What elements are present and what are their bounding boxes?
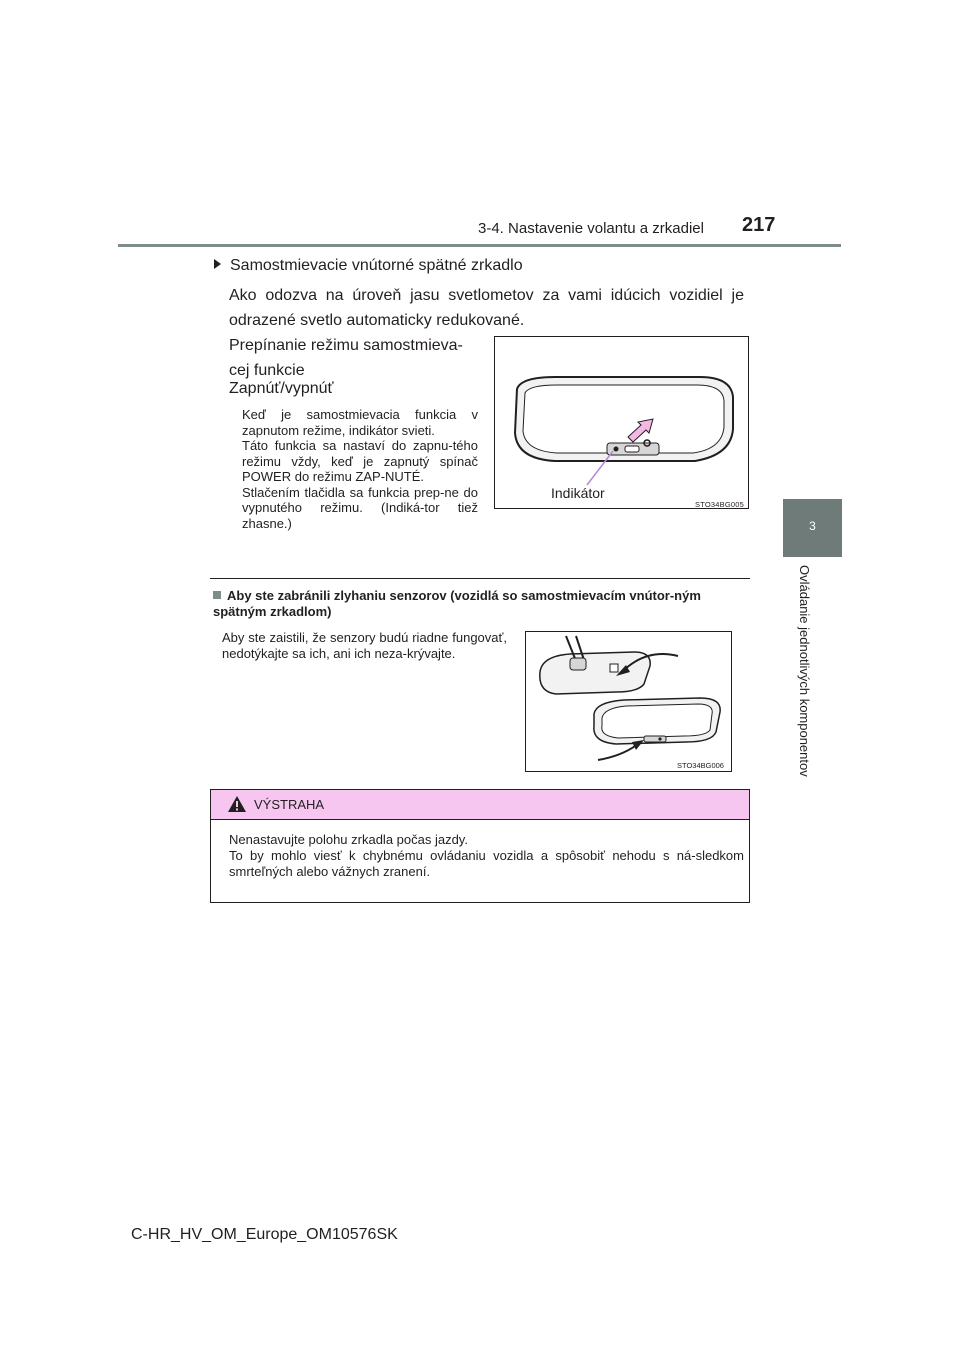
mirror-figure xyxy=(494,336,749,509)
indicator-label: Indikátor xyxy=(551,485,605,501)
rearview-mirror-illustration xyxy=(495,337,748,508)
chapter-tab-number: 3 xyxy=(809,519,816,533)
toggle-description xyxy=(242,407,478,531)
toggle-desc-line: Stlačením tlačidla sa funkcia prep-ne do vypnutého režimu. (Indiká-tor tiež zhasne.) xyxy=(242,484,478,531)
warning-triangle-icon xyxy=(227,795,247,813)
mirror-sensors-illustration xyxy=(526,632,731,771)
toggle-action: Zapnúť/vypnúť xyxy=(229,380,334,397)
sub-heading xyxy=(213,588,751,619)
sub-paragraph: Aby ste zaistili, že senzory budú riadne fungovať, nedotýkajte sa ich, ani ich neza-krývajte. xyxy=(222,630,507,661)
toggle-label: Prepínanie režimu samostmieva-cej funkcie xyxy=(229,337,463,379)
warning-header xyxy=(211,790,749,820)
bullet-heading xyxy=(214,257,523,275)
figure1-code: STO34BG005 xyxy=(695,500,744,509)
bullet-heading-text: Samostmievacie vnútorné spätné zrkadlo xyxy=(230,257,523,274)
sensor-figure xyxy=(525,631,732,772)
header-section-title: 3-4. Nastavenie volantu a zrkadiel xyxy=(478,220,704,237)
toggle-desc-line: Táto funkcia sa nastaví do zapnu-tého režimu vždy, keď je zapnutý spínač POWER do režimu ZAP-NUTÉ. xyxy=(242,438,478,484)
sub-heading-text: Aby ste zabránili zlyhaniu senzorov (vozidlá so samostmievacím vnútor-ným spätným zrkadlom) xyxy=(213,588,701,619)
page-number: 217 xyxy=(742,214,776,236)
chapter-side-title: Ovládanie jednotlivých komponentov xyxy=(797,565,812,777)
header-divider xyxy=(118,244,841,247)
triangle-bullet-icon xyxy=(214,259,221,269)
warning-box xyxy=(210,789,750,903)
toggle-desc-line: Keď je samostmievacia funkcia v zapnutom režime, indikátor svieti. xyxy=(242,407,478,438)
footer-code: C-HR_HV_OM_Europe_OM10576SK xyxy=(131,1226,398,1243)
warning-line: To by mohlo viesť k chybnému ovládaniu vozidla a spôsobiť nehodu s ná-sledkom smrteľných alebo vážnych zranení. xyxy=(229,848,744,879)
warning-body xyxy=(229,832,744,880)
section-divider xyxy=(210,578,750,579)
square-bullet-icon xyxy=(213,591,221,599)
figure2-code: STO34BG006 xyxy=(677,761,724,770)
warning-line: Nenastavujte polohu zrkadla počas jazdy. xyxy=(229,832,468,847)
intro-paragraph: Ako odozva na úroveň jasu svetlometov za vami idúcich vozidiel je odrazené svetlo automaticky redukované. xyxy=(229,287,744,329)
warning-title: VÝSTRAHA xyxy=(254,797,325,812)
